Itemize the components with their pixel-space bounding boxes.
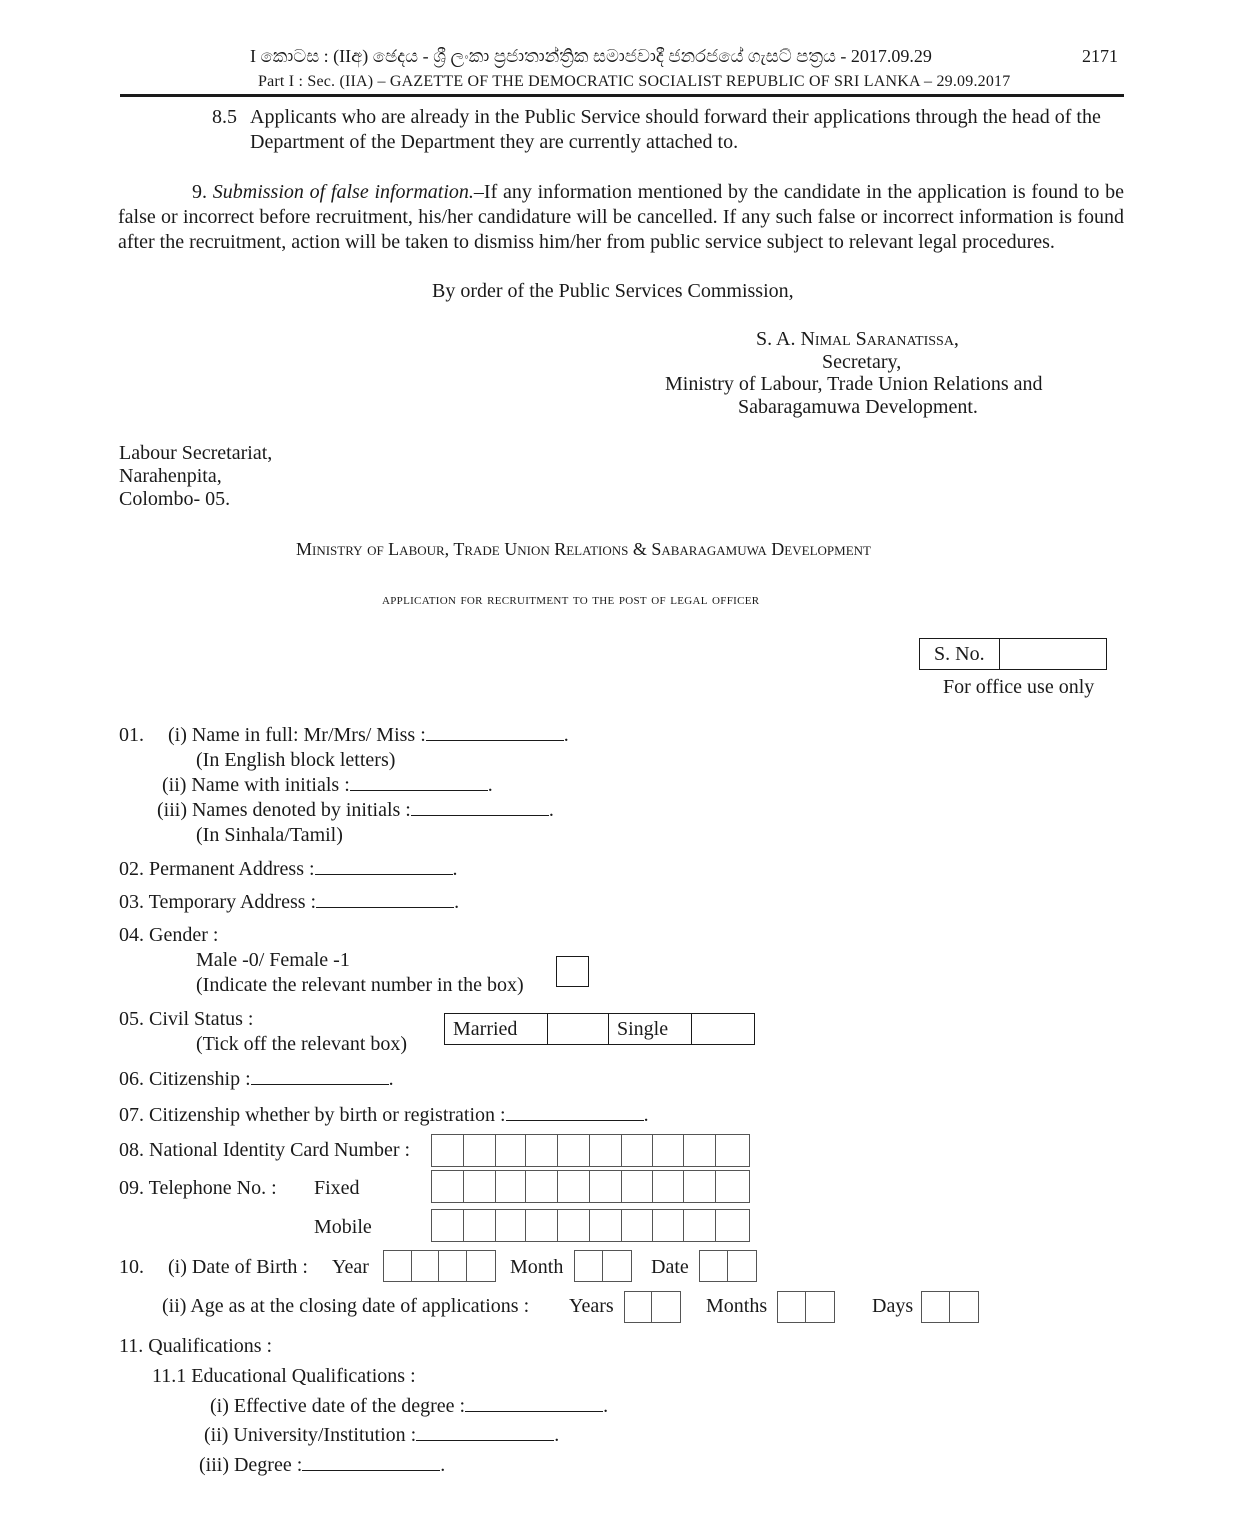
clause-9-text: –If any information mentioned by the candidate in the application is found to be false or incorrect before recruitment, his/her candidature will be cancelled. If any such false or incorrect information is found after the recruitment, action will be taken to dismiss him/her from public service subject to relevant legal procedures. [118,181,1125,253]
q06-label: 06. Citizenship : [119,1068,251,1090]
gender-box[interactable] [556,956,589,987]
q10-year-label: Year [332,1256,369,1278]
full-name-field[interactable] [426,726,564,741]
nic-number-boxes[interactable] [431,1134,750,1167]
birth-year-boxes[interactable] [383,1250,496,1282]
serial-number-field[interactable] [999,639,1106,670]
civil-status-table [444,1013,755,1045]
q01-full-name-row: (i) Name in full: Mr/Mrs/ Miss : . [168,724,569,746]
single-checkbox[interactable] [692,1014,755,1045]
serial-number-label: S. No. [920,639,1000,670]
clause-9-number: 9. [192,181,207,203]
birth-date-boxes[interactable] [699,1250,757,1282]
names-denoted-field[interactable] [411,801,549,816]
q01-denoted-label: (iii) Names denoted by initials : [157,799,411,821]
signatory-org2: Sabaragamuwa Development. [738,396,978,418]
q01-denoted-note: (In Sinhala/Tamil) [196,824,343,846]
q09-label: 09. Telephone No. : [119,1177,277,1199]
q07-row: 07. Citizenship whether by birth or registration : . [119,1104,649,1126]
q04-options: Male -0/ Female -1 [196,949,350,971]
q01-initials-row: (ii) Name with initials : . [162,774,493,796]
q10-days-label: Days [872,1295,914,1317]
q01-full-name-label: (i) Name in full: Mr/Mrs/ Miss : [168,724,426,746]
clause-8-5-line2: Department of the Department they are currently attached to. [250,131,739,153]
address-line-1: Labour Secretariat, [119,442,273,464]
age-years-boxes[interactable] [624,1291,681,1323]
q03-label: 03. Temporary Address : [119,891,317,913]
q11-1-i-label: (i) Effective date of the degree : [210,1395,466,1417]
q11-1-iii-label: (iii) Degree : [199,1454,303,1476]
permanent-address-field[interactable] [315,860,453,875]
temporary-address-field[interactable] [316,893,454,908]
clause-9-paragraph [118,180,1124,255]
citizenship-type-field[interactable] [506,1106,644,1121]
name-with-initials-field[interactable] [350,776,488,791]
address-line-2: Narahenpita, [119,465,222,487]
age-months-boxes[interactable] [777,1291,835,1323]
q10-months-label: Months [706,1295,768,1317]
q01-full-name-note: (In English block letters) [196,749,396,771]
q06-row: 06. Citizenship : . [119,1068,394,1090]
q10-years-label: Years [569,1295,614,1317]
office-use-note: For office use only [943,676,1095,698]
degree-field[interactable] [302,1456,440,1471]
citizenship-field[interactable] [251,1070,389,1085]
clause-8-5-number: 8.5 [212,106,237,128]
q01-initials-label: (ii) Name with initials : [162,774,350,796]
q10-dob-label: (i) Date of Birth : [168,1256,308,1278]
header-english-line: Part I : Sec. (IIA) – GAZETTE OF THE DEMOCRATIC SOCIALIST REPUBLIC OF SRI LANKA – 29.09.2017 [258,73,1011,90]
address-line-3: Colombo- 05. [119,488,231,510]
q11-label: 11. Qualifications : [119,1335,273,1357]
q10-date-label: Date [651,1256,689,1278]
q11-1-ii-row: (ii) University/Institution : . [204,1424,560,1446]
q07-label: 07. Citizenship whether by birth or registration : [119,1104,506,1126]
q08-label: 08. National Identity Card Number : [119,1139,411,1161]
married-label: Married [445,1014,548,1045]
age-days-boxes[interactable] [921,1291,979,1323]
birth-month-boxes[interactable] [574,1250,632,1282]
single-label: Single [609,1014,692,1045]
q11-1-iii-row: (iii) Degree : . [199,1454,446,1476]
q04-note: (Indicate the relevant number in the box) [196,974,524,996]
mobile-phone-boxes[interactable] [431,1209,750,1242]
q09-fixed-label: Fixed [314,1177,360,1199]
married-checkbox[interactable] [548,1014,609,1045]
q02-row: 02. Permanent Address : . [119,858,458,880]
header-sinhala-line: I කොටස : (IIඅ) ඡෙදය - ශ්‍රී ලංකා ප්‍රජාතාන්ත්‍රික සමාජවාදී ජනරජයේ ගැසට් පත්‍රය - 2017.09.29 [250,46,932,66]
q11-1-label: 11.1 Educational Qualifications : [152,1365,416,1387]
header-rule [120,94,1124,97]
page-number: 2171 [1082,46,1118,66]
q11-1-ii-label: (ii) University/Institution : [204,1424,417,1446]
q10-month-label: Month [510,1256,564,1278]
q10-number: 10. [119,1256,144,1278]
form-title: application for recruitment to the post of legal officer [382,591,760,608]
q11-1-i-row: (i) Effective date of the degree : . [210,1395,609,1417]
q02-label: 02. Permanent Address : [119,858,315,880]
university-field[interactable] [416,1426,554,1441]
order-line: By order of the Public Services Commission, [432,280,794,302]
degree-date-field[interactable] [465,1397,603,1412]
q09-mobile-label: Mobile [314,1216,372,1238]
office-use-box [919,638,1107,670]
q04-label: 04. Gender : [119,924,219,946]
clause-8-5-line1: Applicants who are already in the Public Service should forward their applications through the head of the [250,106,1101,128]
signatory-title: Secretary, [822,351,902,373]
q10-age-label: (ii) Age as at the closing date of applications : [162,1295,530,1317]
q05-label: 05. Civil Status : [119,1008,254,1030]
signatory-name: S. A. Nimal Saranatissa, [756,328,959,350]
fixed-phone-boxes[interactable] [431,1170,750,1203]
signatory-org1: Ministry of Labour, Trade Union Relations and [665,373,1043,395]
ministry-heading: Ministry of Labour, Trade Union Relations & Sabaragamuwa Development [296,539,871,559]
q05-note: (Tick off the relevant box) [196,1033,408,1055]
q01-number: 01. [119,724,144,746]
clause-9-title: Submission of false information. [212,181,474,203]
q01-denoted-row: (iii) Names denoted by initials : . [157,799,554,821]
q03-row: 03. Temporary Address : . [119,891,460,913]
